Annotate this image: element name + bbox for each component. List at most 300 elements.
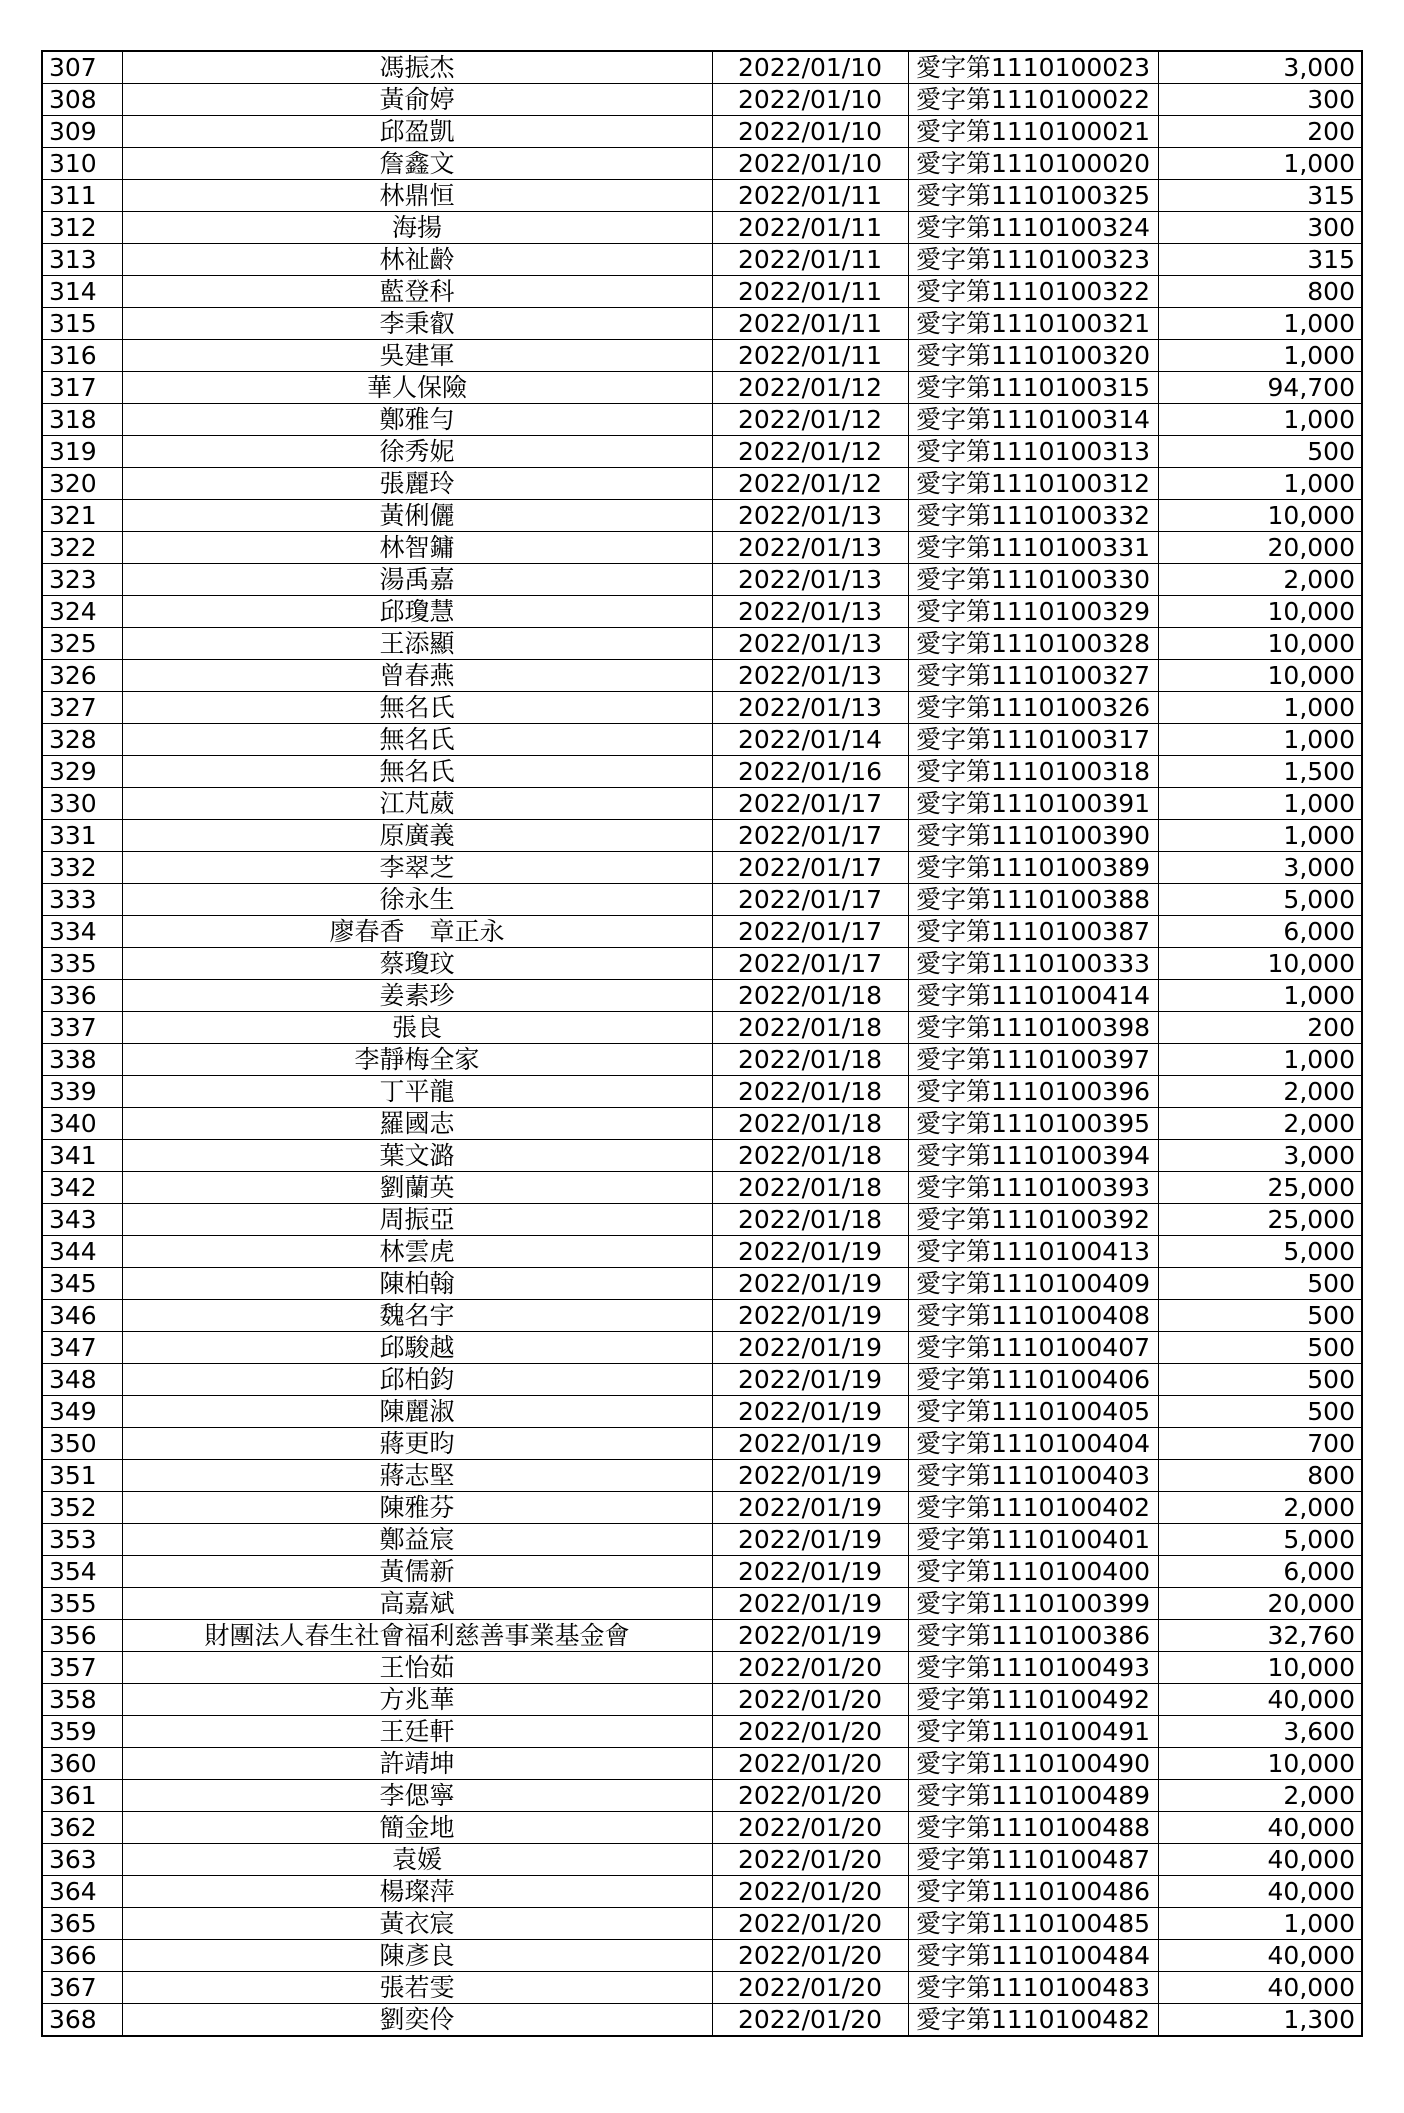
receipt-number-cell: 愛字第1110100318 bbox=[908, 756, 1158, 788]
donor-name-cell: 蔡瓊玟 bbox=[122, 948, 712, 980]
donation-date-cell: 2022/01/18 bbox=[712, 1076, 908, 1108]
receipt-number-cell: 愛字第1110100396 bbox=[908, 1076, 1158, 1108]
receipt-number-cell: 愛字第1110100330 bbox=[908, 564, 1158, 596]
receipt-number-cell: 愛字第1110100394 bbox=[908, 1140, 1158, 1172]
donation-date-cell: 2022/01/10 bbox=[712, 51, 908, 84]
amount-cell: 500 bbox=[1158, 1332, 1362, 1364]
donor-name-cell: 邱瓊慧 bbox=[122, 596, 712, 628]
donation-date-cell: 2022/01/20 bbox=[712, 1684, 908, 1716]
donor-name-cell: 劉蘭英 bbox=[122, 1172, 712, 1204]
receipt-number-cell: 愛字第1110100405 bbox=[908, 1396, 1158, 1428]
serial-number-cell: 314 bbox=[42, 276, 122, 308]
amount-cell: 40,000 bbox=[1158, 1972, 1362, 2004]
amount-cell: 315 bbox=[1158, 244, 1362, 276]
donation-date-cell: 2022/01/19 bbox=[712, 1396, 908, 1428]
donation-date-cell: 2022/01/19 bbox=[712, 1236, 908, 1268]
amount-cell: 315 bbox=[1158, 180, 1362, 212]
table-row bbox=[42, 948, 1362, 980]
amount-cell: 5,000 bbox=[1158, 1236, 1362, 1268]
donor-name-cell: 曾春燕 bbox=[122, 660, 712, 692]
donor-name-cell: 方兆華 bbox=[122, 1684, 712, 1716]
donation-date-cell: 2022/01/11 bbox=[712, 212, 908, 244]
donor-name-cell: 林祉齡 bbox=[122, 244, 712, 276]
amount-cell: 40,000 bbox=[1158, 1844, 1362, 1876]
donation-date-cell: 2022/01/17 bbox=[712, 916, 908, 948]
table-row bbox=[42, 1684, 1362, 1716]
serial-number-cell: 349 bbox=[42, 1396, 122, 1428]
serial-number-cell: 328 bbox=[42, 724, 122, 756]
table-row bbox=[42, 244, 1362, 276]
table-row bbox=[42, 468, 1362, 500]
donation-date-cell: 2022/01/12 bbox=[712, 404, 908, 436]
serial-number-cell: 362 bbox=[42, 1812, 122, 1844]
donor-name-cell: 羅國志 bbox=[122, 1108, 712, 1140]
amount-cell: 32,760 bbox=[1158, 1620, 1362, 1652]
donation-date-cell: 2022/01/11 bbox=[712, 308, 908, 340]
table-row bbox=[42, 1204, 1362, 1236]
serial-number-cell: 354 bbox=[42, 1556, 122, 1588]
serial-number-cell: 318 bbox=[42, 404, 122, 436]
donation-date-cell: 2022/01/20 bbox=[712, 1748, 908, 1780]
table-row bbox=[42, 1652, 1362, 1684]
serial-number-cell: 346 bbox=[42, 1300, 122, 1332]
donation-date-cell: 2022/01/18 bbox=[712, 1204, 908, 1236]
donation-date-cell: 2022/01/13 bbox=[712, 596, 908, 628]
table-row bbox=[42, 916, 1362, 948]
amount-cell: 2,000 bbox=[1158, 1780, 1362, 1812]
table-row bbox=[42, 1012, 1362, 1044]
table-row bbox=[42, 276, 1362, 308]
donor-name-cell: 吳建軍 bbox=[122, 340, 712, 372]
serial-number-cell: 363 bbox=[42, 1844, 122, 1876]
receipt-number-cell: 愛字第1110100395 bbox=[908, 1108, 1158, 1140]
table-row bbox=[42, 84, 1362, 116]
serial-number-cell: 368 bbox=[42, 2004, 122, 2037]
serial-number-cell: 356 bbox=[42, 1620, 122, 1652]
table-row bbox=[42, 1332, 1362, 1364]
donor-name-cell: 無名氏 bbox=[122, 724, 712, 756]
amount-cell: 500 bbox=[1158, 1364, 1362, 1396]
amount-cell: 200 bbox=[1158, 116, 1362, 148]
amount-cell: 40,000 bbox=[1158, 1940, 1362, 1972]
table-row bbox=[42, 308, 1362, 340]
serial-number-cell: 309 bbox=[42, 116, 122, 148]
table-row bbox=[42, 628, 1362, 660]
table-row bbox=[42, 116, 1362, 148]
table-row bbox=[42, 1716, 1362, 1748]
receipt-number-cell: 愛字第1110100332 bbox=[908, 500, 1158, 532]
receipt-number-cell: 愛字第1110100393 bbox=[908, 1172, 1158, 1204]
donor-name-cell: 徐永生 bbox=[122, 884, 712, 916]
donation-date-cell: 2022/01/20 bbox=[712, 2004, 908, 2037]
receipt-number-cell: 愛字第1110100322 bbox=[908, 276, 1158, 308]
table-row bbox=[42, 756, 1362, 788]
donation-date-cell: 2022/01/11 bbox=[712, 340, 908, 372]
serial-number-cell: 324 bbox=[42, 596, 122, 628]
donor-name-cell: 林智鏞 bbox=[122, 532, 712, 564]
donation-table bbox=[41, 50, 1363, 2037]
amount-cell: 1,000 bbox=[1158, 148, 1362, 180]
donation-date-cell: 2022/01/17 bbox=[712, 948, 908, 980]
donor-name-cell: 楊璨萍 bbox=[122, 1876, 712, 1908]
donation-date-cell: 2022/01/20 bbox=[712, 1812, 908, 1844]
amount-cell: 1,000 bbox=[1158, 308, 1362, 340]
amount-cell: 800 bbox=[1158, 276, 1362, 308]
donation-date-cell: 2022/01/13 bbox=[712, 564, 908, 596]
serial-number-cell: 317 bbox=[42, 372, 122, 404]
receipt-number-cell: 愛字第1110100315 bbox=[908, 372, 1158, 404]
table-row bbox=[42, 596, 1362, 628]
donor-name-cell: 邱盈凱 bbox=[122, 116, 712, 148]
donor-name-cell: 張若雯 bbox=[122, 1972, 712, 2004]
receipt-number-cell: 愛字第1110100487 bbox=[908, 1844, 1158, 1876]
table-row bbox=[42, 148, 1362, 180]
amount-cell: 1,000 bbox=[1158, 820, 1362, 852]
serial-number-cell: 353 bbox=[42, 1524, 122, 1556]
donor-name-cell: 陳雅芬 bbox=[122, 1492, 712, 1524]
receipt-number-cell: 愛字第1110100492 bbox=[908, 1684, 1158, 1716]
receipt-number-cell: 愛字第1110100482 bbox=[908, 2004, 1158, 2037]
receipt-number-cell: 愛字第1110100414 bbox=[908, 980, 1158, 1012]
serial-number-cell: 322 bbox=[42, 532, 122, 564]
donor-name-cell: 張麗玲 bbox=[122, 468, 712, 500]
donor-name-cell: 邱駿越 bbox=[122, 1332, 712, 1364]
serial-number-cell: 313 bbox=[42, 244, 122, 276]
serial-number-cell: 367 bbox=[42, 1972, 122, 2004]
serial-number-cell: 326 bbox=[42, 660, 122, 692]
donor-name-cell: 李翠芝 bbox=[122, 852, 712, 884]
table-row bbox=[42, 1556, 1362, 1588]
receipt-number-cell: 愛字第1110100390 bbox=[908, 820, 1158, 852]
donation-date-cell: 2022/01/14 bbox=[712, 724, 908, 756]
donation-date-cell: 2022/01/19 bbox=[712, 1428, 908, 1460]
receipt-number-cell: 愛字第1110100313 bbox=[908, 436, 1158, 468]
amount-cell: 5,000 bbox=[1158, 1524, 1362, 1556]
table-row bbox=[42, 1940, 1362, 1972]
amount-cell: 10,000 bbox=[1158, 660, 1362, 692]
serial-number-cell: 340 bbox=[42, 1108, 122, 1140]
donor-name-cell: 陳柏翰 bbox=[122, 1268, 712, 1300]
receipt-number-cell: 愛字第1110100400 bbox=[908, 1556, 1158, 1588]
donation-date-cell: 2022/01/19 bbox=[712, 1460, 908, 1492]
donation-date-cell: 2022/01/19 bbox=[712, 1492, 908, 1524]
amount-cell: 500 bbox=[1158, 1300, 1362, 1332]
serial-number-cell: 315 bbox=[42, 308, 122, 340]
amount-cell: 40,000 bbox=[1158, 1876, 1362, 1908]
serial-number-cell: 332 bbox=[42, 852, 122, 884]
table-row bbox=[42, 980, 1362, 1012]
donation-date-cell: 2022/01/20 bbox=[712, 1652, 908, 1684]
table-row bbox=[42, 372, 1362, 404]
table-row bbox=[42, 436, 1362, 468]
serial-number-cell: 358 bbox=[42, 1684, 122, 1716]
receipt-number-cell: 愛字第1110100329 bbox=[908, 596, 1158, 628]
receipt-number-cell: 愛字第1110100484 bbox=[908, 1940, 1158, 1972]
donation-date-cell: 2022/01/11 bbox=[712, 180, 908, 212]
donor-name-cell: 海揚 bbox=[122, 212, 712, 244]
receipt-number-cell: 愛字第1110100391 bbox=[908, 788, 1158, 820]
receipt-number-cell: 愛字第1110100326 bbox=[908, 692, 1158, 724]
donation-date-cell: 2022/01/19 bbox=[712, 1588, 908, 1620]
table-row bbox=[42, 532, 1362, 564]
amount-cell: 1,300 bbox=[1158, 2004, 1362, 2037]
donation-date-cell: 2022/01/10 bbox=[712, 116, 908, 148]
donor-name-cell: 詹鑫文 bbox=[122, 148, 712, 180]
donation-date-cell: 2022/01/20 bbox=[712, 1844, 908, 1876]
receipt-number-cell: 愛字第1110100401 bbox=[908, 1524, 1158, 1556]
table-row bbox=[42, 1524, 1362, 1556]
receipt-number-cell: 愛字第1110100389 bbox=[908, 852, 1158, 884]
amount-cell: 1,000 bbox=[1158, 724, 1362, 756]
donor-name-cell: 陳麗淑 bbox=[122, 1396, 712, 1428]
donation-date-cell: 2022/01/12 bbox=[712, 468, 908, 500]
receipt-number-cell: 愛字第1110100483 bbox=[908, 1972, 1158, 2004]
serial-number-cell: 316 bbox=[42, 340, 122, 372]
table-row bbox=[42, 1844, 1362, 1876]
donation-date-cell: 2022/01/18 bbox=[712, 980, 908, 1012]
amount-cell: 10,000 bbox=[1158, 500, 1362, 532]
table-row bbox=[42, 1460, 1362, 1492]
serial-number-cell: 347 bbox=[42, 1332, 122, 1364]
table-row bbox=[42, 1428, 1362, 1460]
amount-cell: 3,000 bbox=[1158, 1140, 1362, 1172]
table-row bbox=[42, 1140, 1362, 1172]
donor-name-cell: 王廷軒 bbox=[122, 1716, 712, 1748]
table-row bbox=[42, 852, 1362, 884]
amount-cell: 2,000 bbox=[1158, 1076, 1362, 1108]
donation-date-cell: 2022/01/10 bbox=[712, 148, 908, 180]
donation-table-body bbox=[42, 51, 1362, 2036]
amount-cell: 10,000 bbox=[1158, 1748, 1362, 1780]
amount-cell: 300 bbox=[1158, 212, 1362, 244]
table-row bbox=[42, 1780, 1362, 1812]
amount-cell: 10,000 bbox=[1158, 596, 1362, 628]
table-row bbox=[42, 1748, 1362, 1780]
donor-name-cell: 江芃葳 bbox=[122, 788, 712, 820]
donor-name-cell: 藍登科 bbox=[122, 276, 712, 308]
donation-date-cell: 2022/01/20 bbox=[712, 1940, 908, 1972]
table-row bbox=[42, 1908, 1362, 1940]
amount-cell: 25,000 bbox=[1158, 1204, 1362, 1236]
donor-name-cell: 簡金地 bbox=[122, 1812, 712, 1844]
donor-name-cell: 湯禹嘉 bbox=[122, 564, 712, 596]
serial-number-cell: 319 bbox=[42, 436, 122, 468]
receipt-number-cell: 愛字第1110100021 bbox=[908, 116, 1158, 148]
serial-number-cell: 331 bbox=[42, 820, 122, 852]
table-row bbox=[42, 1876, 1362, 1908]
donor-name-cell: 華人保險 bbox=[122, 372, 712, 404]
receipt-number-cell: 愛字第1110100323 bbox=[908, 244, 1158, 276]
amount-cell: 40,000 bbox=[1158, 1684, 1362, 1716]
receipt-number-cell: 愛字第1110100321 bbox=[908, 308, 1158, 340]
amount-cell: 3,000 bbox=[1158, 51, 1362, 84]
receipt-number-cell: 愛字第1110100328 bbox=[908, 628, 1158, 660]
donor-name-cell: 姜素珍 bbox=[122, 980, 712, 1012]
serial-number-cell: 333 bbox=[42, 884, 122, 916]
serial-number-cell: 312 bbox=[42, 212, 122, 244]
donor-name-cell: 劉奕伶 bbox=[122, 2004, 712, 2037]
amount-cell: 2,000 bbox=[1158, 564, 1362, 596]
donation-date-cell: 2022/01/19 bbox=[712, 1556, 908, 1588]
donation-date-cell: 2022/01/18 bbox=[712, 1044, 908, 1076]
donation-date-cell: 2022/01/18 bbox=[712, 1140, 908, 1172]
donation-date-cell: 2022/01/19 bbox=[712, 1268, 908, 1300]
donor-name-cell: 魏名宇 bbox=[122, 1300, 712, 1332]
amount-cell: 6,000 bbox=[1158, 916, 1362, 948]
amount-cell: 10,000 bbox=[1158, 1652, 1362, 1684]
amount-cell: 500 bbox=[1158, 436, 1362, 468]
receipt-number-cell: 愛字第1110100485 bbox=[908, 1908, 1158, 1940]
receipt-number-cell: 愛字第1110100331 bbox=[908, 532, 1158, 564]
donation-date-cell: 2022/01/13 bbox=[712, 692, 908, 724]
donor-name-cell: 無名氏 bbox=[122, 756, 712, 788]
donor-name-cell: 黃儒新 bbox=[122, 1556, 712, 1588]
table-row bbox=[42, 1172, 1362, 1204]
amount-cell: 1,000 bbox=[1158, 404, 1362, 436]
donor-name-cell: 張良 bbox=[122, 1012, 712, 1044]
receipt-number-cell: 愛字第1110100406 bbox=[908, 1364, 1158, 1396]
table-row bbox=[42, 1396, 1362, 1428]
donation-date-cell: 2022/01/20 bbox=[712, 1876, 908, 1908]
receipt-number-cell: 愛字第1110100020 bbox=[908, 148, 1158, 180]
donor-name-cell: 無名氏 bbox=[122, 692, 712, 724]
donation-date-cell: 2022/01/11 bbox=[712, 276, 908, 308]
receipt-number-cell: 愛字第1110100398 bbox=[908, 1012, 1158, 1044]
table-row bbox=[42, 1492, 1362, 1524]
table-row bbox=[42, 51, 1362, 84]
serial-number-cell: 336 bbox=[42, 980, 122, 1012]
donor-name-cell: 黃俞婷 bbox=[122, 84, 712, 116]
serial-number-cell: 339 bbox=[42, 1076, 122, 1108]
serial-number-cell: 344 bbox=[42, 1236, 122, 1268]
amount-cell: 94,700 bbox=[1158, 372, 1362, 404]
receipt-number-cell: 愛字第1110100317 bbox=[908, 724, 1158, 756]
donation-date-cell: 2022/01/20 bbox=[712, 1972, 908, 2004]
donor-name-cell: 馮振杰 bbox=[122, 51, 712, 84]
receipt-number-cell: 愛字第1110100399 bbox=[908, 1588, 1158, 1620]
table-row bbox=[42, 1620, 1362, 1652]
amount-cell: 1,000 bbox=[1158, 1044, 1362, 1076]
serial-number-cell: 325 bbox=[42, 628, 122, 660]
serial-number-cell: 359 bbox=[42, 1716, 122, 1748]
donation-date-cell: 2022/01/13 bbox=[712, 660, 908, 692]
serial-number-cell: 329 bbox=[42, 756, 122, 788]
donor-name-cell: 鄭雅勻 bbox=[122, 404, 712, 436]
table-row bbox=[42, 820, 1362, 852]
receipt-number-cell: 愛字第1110100327 bbox=[908, 660, 1158, 692]
serial-number-cell: 335 bbox=[42, 948, 122, 980]
donation-date-cell: 2022/01/19 bbox=[712, 1364, 908, 1396]
receipt-number-cell: 愛字第1110100392 bbox=[908, 1204, 1158, 1236]
table-row bbox=[42, 340, 1362, 372]
serial-number-cell: 351 bbox=[42, 1460, 122, 1492]
serial-number-cell: 348 bbox=[42, 1364, 122, 1396]
donor-name-cell: 蔣志堅 bbox=[122, 1460, 712, 1492]
donation-date-cell: 2022/01/13 bbox=[712, 500, 908, 532]
donor-name-cell: 陳彥良 bbox=[122, 1940, 712, 1972]
donor-name-cell: 黃俐儷 bbox=[122, 500, 712, 532]
donation-date-cell: 2022/01/17 bbox=[712, 852, 908, 884]
amount-cell: 200 bbox=[1158, 1012, 1362, 1044]
donation-date-cell: 2022/01/17 bbox=[712, 820, 908, 852]
receipt-number-cell: 愛字第1110100413 bbox=[908, 1236, 1158, 1268]
table-row bbox=[42, 500, 1362, 532]
table-row bbox=[42, 724, 1362, 756]
amount-cell: 1,000 bbox=[1158, 468, 1362, 500]
donor-name-cell: 丁平龍 bbox=[122, 1076, 712, 1108]
serial-number-cell: 330 bbox=[42, 788, 122, 820]
serial-number-cell: 337 bbox=[42, 1012, 122, 1044]
amount-cell: 10,000 bbox=[1158, 948, 1362, 980]
donor-name-cell: 林雲虎 bbox=[122, 1236, 712, 1268]
serial-number-cell: 310 bbox=[42, 148, 122, 180]
amount-cell: 2,000 bbox=[1158, 1108, 1362, 1140]
amount-cell: 5,000 bbox=[1158, 884, 1362, 916]
table-row bbox=[42, 1076, 1362, 1108]
receipt-number-cell: 愛字第1110100404 bbox=[908, 1428, 1158, 1460]
donor-name-cell: 袁媛 bbox=[122, 1844, 712, 1876]
amount-cell: 1,000 bbox=[1158, 1908, 1362, 1940]
receipt-number-cell: 愛字第1110100486 bbox=[908, 1876, 1158, 1908]
amount-cell: 700 bbox=[1158, 1428, 1362, 1460]
serial-number-cell: 308 bbox=[42, 84, 122, 116]
receipt-number-cell: 愛字第1110100312 bbox=[908, 468, 1158, 500]
amount-cell: 6,000 bbox=[1158, 1556, 1362, 1588]
donor-name-cell: 財團法人春生社會福利慈善事業基金會 bbox=[122, 1620, 712, 1652]
serial-number-cell: 338 bbox=[42, 1044, 122, 1076]
donor-name-cell: 邱柏鈞 bbox=[122, 1364, 712, 1396]
amount-cell: 3,000 bbox=[1158, 852, 1362, 884]
amount-cell: 10,000 bbox=[1158, 628, 1362, 660]
table-row bbox=[42, 884, 1362, 916]
donation-date-cell: 2022/01/20 bbox=[712, 1908, 908, 1940]
table-row bbox=[42, 1236, 1362, 1268]
receipt-number-cell: 愛字第1110100023 bbox=[908, 51, 1158, 84]
amount-cell: 800 bbox=[1158, 1460, 1362, 1492]
table-row bbox=[42, 1268, 1362, 1300]
receipt-number-cell: 愛字第1110100387 bbox=[908, 916, 1158, 948]
donation-date-cell: 2022/01/11 bbox=[712, 244, 908, 276]
receipt-number-cell: 愛字第1110100402 bbox=[908, 1492, 1158, 1524]
receipt-number-cell: 愛字第1110100409 bbox=[908, 1268, 1158, 1300]
table-row bbox=[42, 1812, 1362, 1844]
table-row bbox=[42, 404, 1362, 436]
receipt-number-cell: 愛字第1110100490 bbox=[908, 1748, 1158, 1780]
donation-date-cell: 2022/01/19 bbox=[712, 1300, 908, 1332]
receipt-number-cell: 愛字第1110100320 bbox=[908, 340, 1158, 372]
receipt-number-cell: 愛字第1110100022 bbox=[908, 84, 1158, 116]
donor-name-cell: 廖春香 章正永 bbox=[122, 916, 712, 948]
donation-date-cell: 2022/01/19 bbox=[712, 1332, 908, 1364]
receipt-number-cell: 愛字第1110100397 bbox=[908, 1044, 1158, 1076]
receipt-number-cell: 愛字第1110100408 bbox=[908, 1300, 1158, 1332]
amount-cell: 20,000 bbox=[1158, 1588, 1362, 1620]
amount-cell: 1,500 bbox=[1158, 756, 1362, 788]
donation-date-cell: 2022/01/13 bbox=[712, 628, 908, 660]
table-row bbox=[42, 2004, 1362, 2037]
receipt-number-cell: 愛字第1110100489 bbox=[908, 1780, 1158, 1812]
donor-name-cell: 蔣更昀 bbox=[122, 1428, 712, 1460]
receipt-number-cell: 愛字第1110100491 bbox=[908, 1716, 1158, 1748]
donation-date-cell: 2022/01/18 bbox=[712, 1172, 908, 1204]
serial-number-cell: 352 bbox=[42, 1492, 122, 1524]
receipt-number-cell: 愛字第1110100386 bbox=[908, 1620, 1158, 1652]
donor-name-cell: 高嘉斌 bbox=[122, 1588, 712, 1620]
table-row bbox=[42, 1972, 1362, 2004]
serial-number-cell: 357 bbox=[42, 1652, 122, 1684]
donation-date-cell: 2022/01/19 bbox=[712, 1524, 908, 1556]
donation-date-cell: 2022/01/17 bbox=[712, 788, 908, 820]
